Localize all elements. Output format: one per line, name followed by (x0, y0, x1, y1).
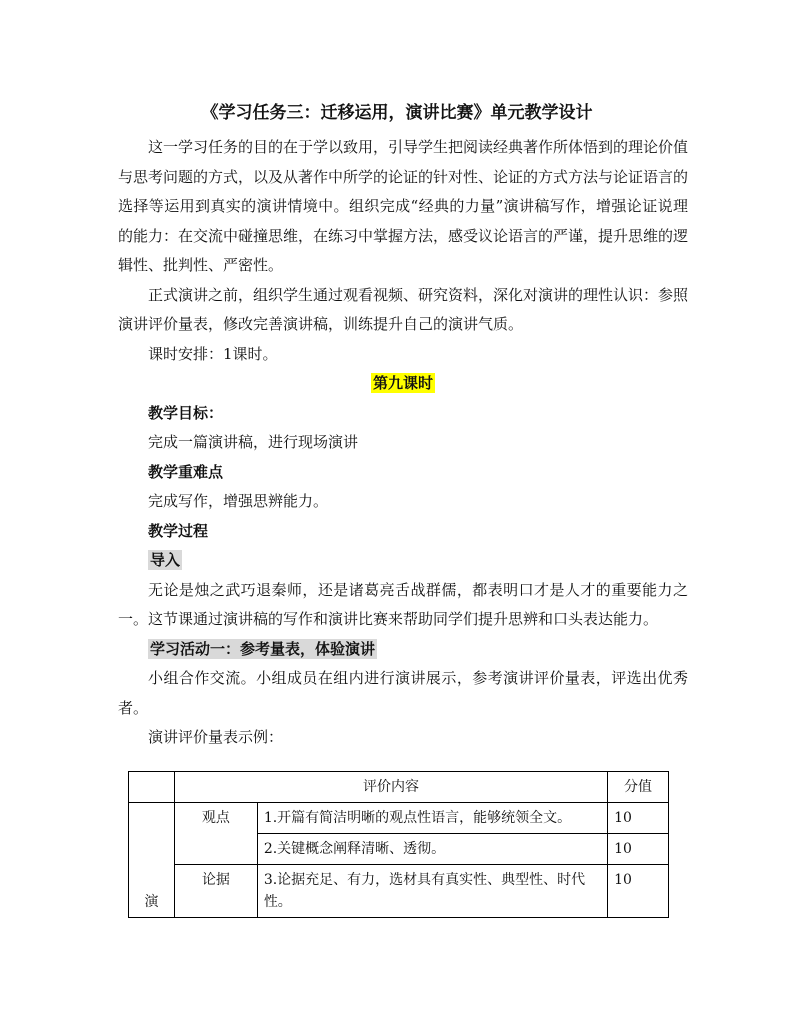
table-header-empty (129, 772, 175, 803)
table-cell-criterion: 2.关键概念阐释清晰、透彻。 (257, 834, 607, 865)
table-cell-score: 10 (608, 865, 669, 918)
difficulty-heading: 教学重难点 (148, 462, 224, 481)
intro-heading-row (118, 546, 688, 576)
table-row (129, 865, 669, 918)
table-header-content: 评价内容 (174, 772, 607, 803)
table-category-evidence: 论据 (174, 865, 257, 918)
activity-heading-row (118, 635, 688, 665)
table-cell-criterion: 1.开篇有简洁明晰的观点性语言，能够统领全文。 (257, 803, 607, 834)
difficulty-text: 完成写作，增强思辨能力。 (148, 492, 329, 510)
table-header-row (129, 772, 669, 803)
intro-paragraph-1: 这一学习任务的目的在于学以致用，引导学生把阅读经典著作所体悟到的理论价值与思考问题的方式，以及从著作中所学的论证的针对性、论证的方式方法与论证语言的选择等运用到真实的演讲情境中。组织完成“经典的力量”演讲稿写作，增强论证说理的能力：在交流中碰撞思维，在练习中掌握方法，感受议论语言的严谨，提升思维的逻辑性、批判性、严密性。 (118, 138, 689, 274)
goal-heading: 教学目标： (148, 403, 224, 422)
process-heading: 教学过程 (148, 521, 209, 540)
table-cell-score: 10 (608, 803, 669, 834)
table-cell-criterion: 3.论据充足、有力，选材具有真实性、典型性、时代性。 (257, 865, 607, 918)
activity-heading: 学习活动一：参考量表，体验演讲 (150, 639, 376, 658)
table-caption: 演讲评价量表示例： (148, 728, 284, 746)
table-category-viewpoint: 观点 (174, 803, 257, 865)
table-row (129, 803, 669, 834)
schedule-text: 课时安排：1课时。 (148, 344, 278, 363)
table-side-label: 演 (129, 803, 175, 918)
table-cell-score: 10 (608, 834, 669, 865)
intro-heading: 导入 (150, 551, 181, 569)
document-title: 《学习任务三：迁移运用，演讲比赛》单元教学设计 (201, 103, 593, 123)
intro-text: 无论是烛之武巧退秦师，还是诸葛亮舌战群儒，都表明口才是人才的重要能力之一。这节课通过演讲稿的写作和演讲比赛来帮助同学们提升思辨和口头表达能力。 (118, 580, 688, 628)
lesson-heading-row (118, 369, 688, 399)
table-header-score: 分值 (608, 772, 669, 803)
activity-text: 小组合作交流。小组成员在组内进行演讲展示，参考演讲评价量表，评选出优秀者。 (118, 669, 688, 717)
document-body (118, 133, 688, 753)
lesson-heading: 第九课时 (372, 374, 433, 392)
intro-paragraph-2: 正式演讲之前，组织学生通过观看视频、研究资料，深化对演讲的理性认识：参照演讲评价量表，修改完善演讲稿，训练提升自己的演讲气质。 (118, 285, 689, 333)
evaluation-table (128, 771, 669, 918)
goal-text: 完成一篇演讲稿，进行现场演讲 (148, 433, 359, 451)
